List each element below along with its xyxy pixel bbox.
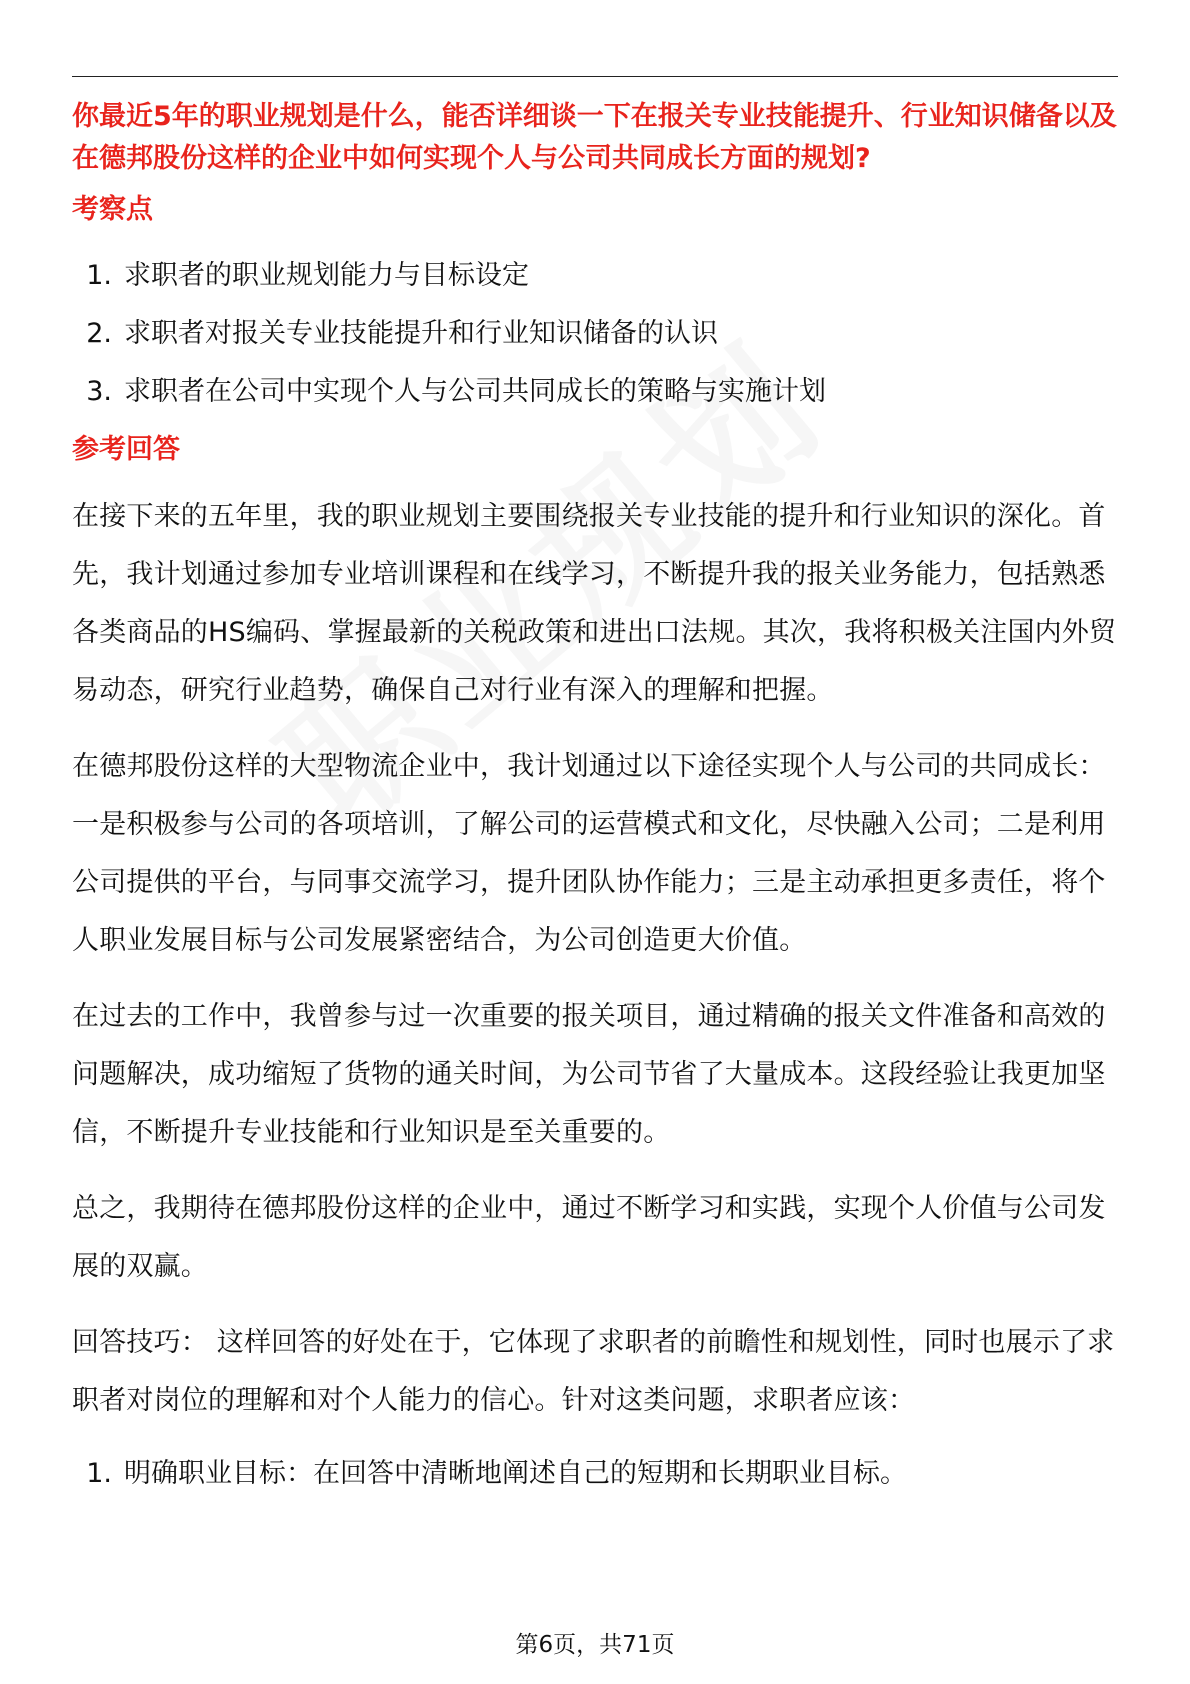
list-item-text: 明确职业目标：在回答中清晰地阐述自己的短期和长期职业目标。 [124, 1458, 907, 1489]
list-number: 2. [86, 318, 112, 349]
question-heading: 你最近5年的职业规划是什么，能否详细谈一下在报关专业技能提升、行业知识储备以及在德邦股份这样的企业中如何实现个人与公司共同成长方面的规划? [72, 101, 1117, 174]
page-footer: 第6页，共71页 [515, 1632, 675, 1658]
list-number: 1. [86, 1458, 112, 1489]
answer-paragraph: 总之，我期待在德邦股份这样的企业中，通过不断学习和实践，实现个人价值与公司发展的双赢。 [72, 1193, 1106, 1282]
content [72, 96, 1122, 1494]
list-item [72, 1454, 1122, 1494]
tips-list [72, 1454, 1122, 1494]
list-item-text: 求职者在公司中实现个人与公司共同成长的策略与实施计划 [124, 376, 826, 407]
list-item [72, 256, 1122, 296]
list-item [72, 314, 1122, 354]
answer-paragraph: 在德邦股份这样的大型物流企业中，我计划通过以下途径实现个人与公司的共同成长：一是积极参与公司的各项培训，了解公司的运营模式和文化，尽快融入公司；二是利用公司提供的平台，与同事交流学习，提升团队协作能力；三是主动承担更多责任，将个人职业发展目标与公司发展紧密结合，为公司创造更大价值。 [72, 751, 1106, 956]
header-rule [72, 76, 1118, 77]
points-list [72, 256, 1122, 412]
list-item-text: 求职者对报关专业技能提升和行业知识储备的认识 [124, 318, 718, 349]
points-section-title: 考察点 [72, 194, 153, 225]
list-item [72, 372, 1122, 412]
list-number: 3. [86, 376, 112, 407]
answer-paragraph: 在接下来的五年里，我的职业规划主要围绕报关专业技能的提升和行业知识的深化。首先，我计划通过参加专业培训课程和在线学习，不断提升我的报关业务能力，包括熟悉各类商品的HS编码、掌握最新的关税政策和进出口法规。其次，我将积极关注国内外贸易动态，研究行业趋势，确保自己对行业有深入的理解和把握。 [72, 501, 1117, 706]
answer-section-title: 参考回答 [72, 434, 180, 465]
list-number: 1. [86, 260, 112, 291]
answer-paragraph: 在过去的工作中，我曾参与过一次重要的报关项目，通过精确的报关文件准备和高效的问题解决，成功缩短了货物的通关时间，为公司节省了大量成本。这段经验让我更加坚信，不断提升专业技能和行业知识是至关重要的。 [72, 1001, 1106, 1148]
tips-paragraph: 回答技巧： 这样回答的好处在于，它体现了求职者的前瞻性和规划性，同时也展示了求职者对岗位的理解和对个人能力的信心。针对这类问题，求职者应该： [72, 1327, 1115, 1416]
list-item-text: 求职者的职业规划能力与目标设定 [124, 260, 529, 291]
